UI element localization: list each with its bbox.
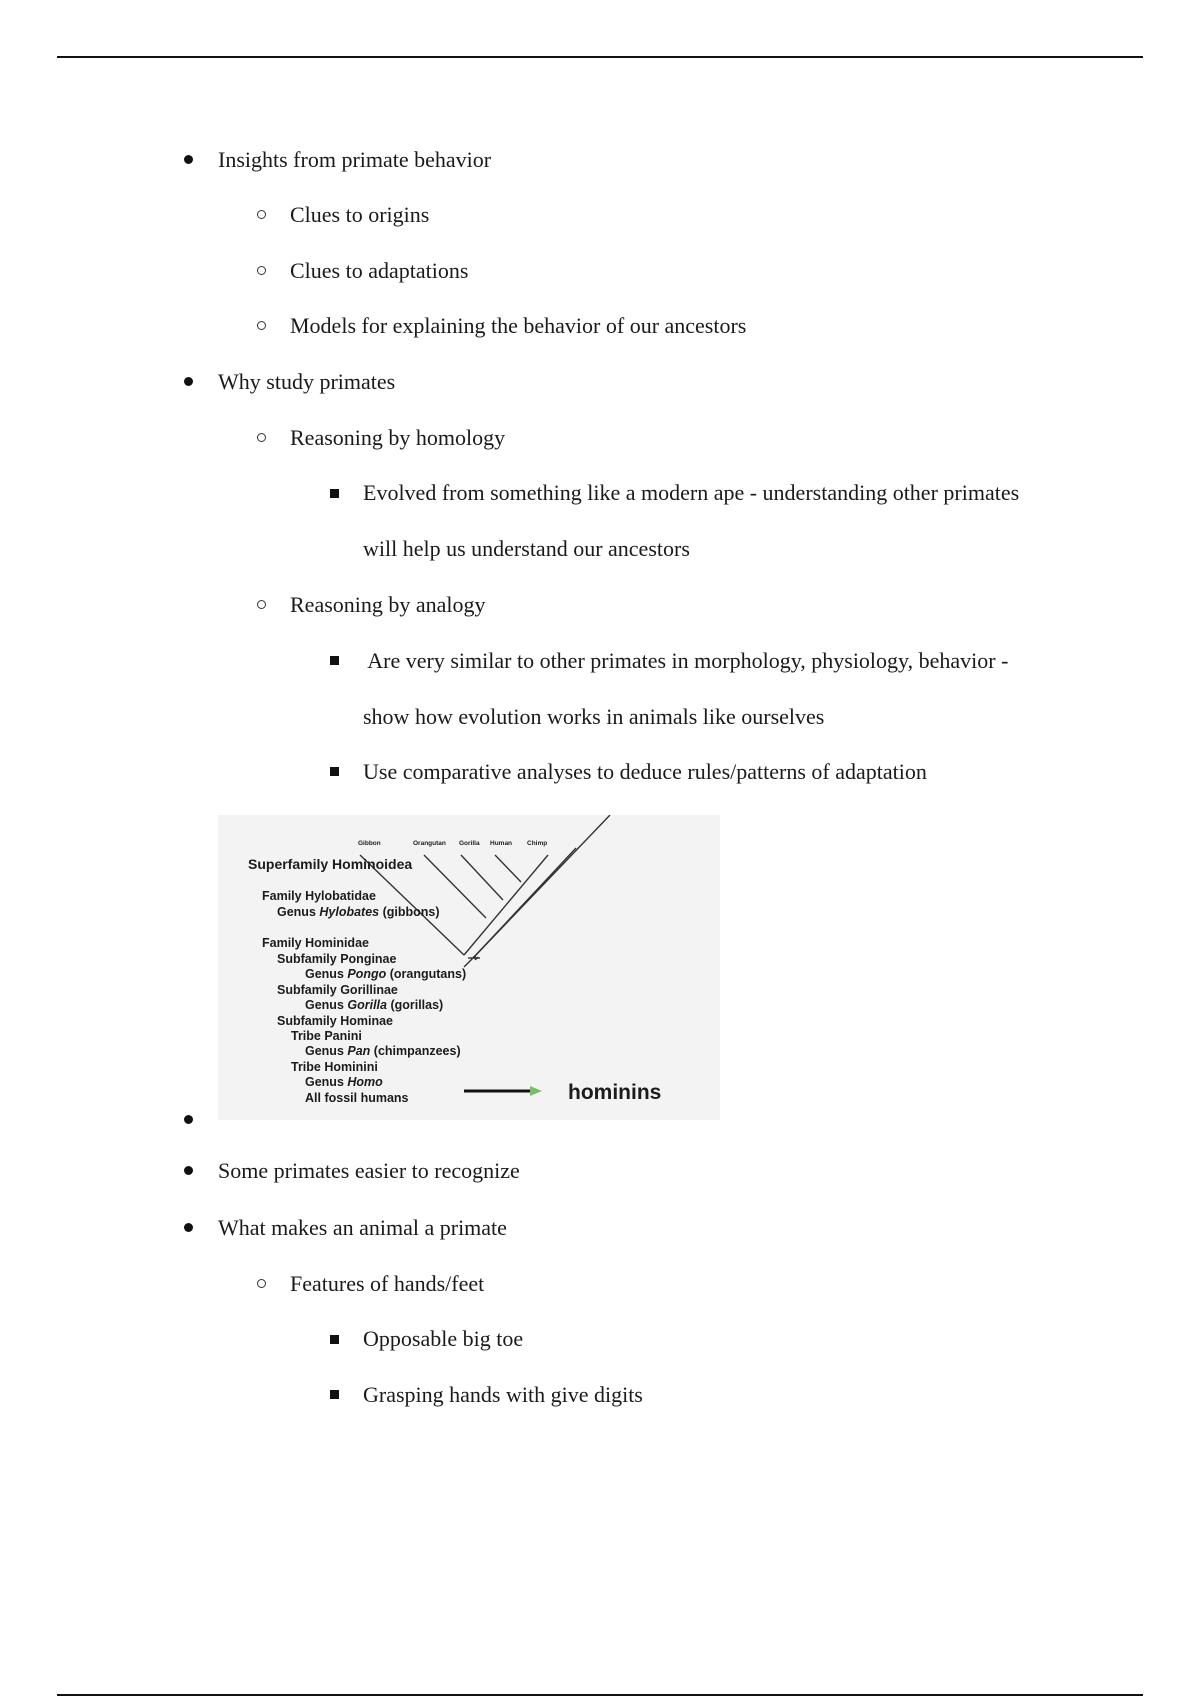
taxon-genus-gorilla: Genus Gorilla (gorillas) (305, 998, 444, 1012)
outline-detail: Are very similar to other primates in morphology, physiology, behavior - (363, 648, 1009, 673)
tree-label-gorilla: Gorilla (459, 840, 480, 847)
taxon-tribe-panini: Tribe Panini (291, 1029, 362, 1043)
taxon-subfamily-gorillinae: Subfamily Gorillinae (277, 983, 398, 997)
taxon-genus-pongo: Genus Pongo (orangutans) (305, 967, 467, 981)
square-bullet-icon (330, 489, 339, 498)
taxon-superfamily: Superfamily Hominoidea (248, 856, 413, 872)
bullet-icon (184, 1166, 193, 1175)
arrow-icon (530, 1086, 542, 1096)
outline-subitem-homology: Reasoning by homology (290, 425, 506, 450)
bullet-icon (184, 377, 193, 386)
tree-label-human: Human (490, 840, 513, 847)
taxon-genus-hylobates: Genus Hylobates (gibbons) (277, 905, 440, 919)
outline-item-insights: Insights from primate behavior (218, 147, 492, 172)
taxon-subfamily-ponginae: Subfamily Ponginae (277, 952, 397, 966)
hominoidea-taxonomy-figure (218, 815, 720, 1120)
taxon-genus-pan: Genus Pan (chimpanzees) (305, 1044, 461, 1058)
outline-item-recognize: Some primates easier to recognize (218, 1158, 520, 1183)
taxon-subfamily-homininae: Subfamily Hominae (277, 1014, 393, 1028)
outline-detail: Evolved from something like a modern ape - understanding other primates (363, 480, 1020, 505)
cladogram-branch-gorilla (461, 855, 503, 900)
square-bullet-icon (330, 1390, 339, 1399)
outline-detail: Use comparative analyses to deduce rules/patterns of adaptation (363, 759, 927, 784)
circle-bullet-icon (257, 210, 266, 219)
bullet-icon (184, 155, 193, 164)
outline-item-what-makes: What makes an animal a primate (218, 1215, 507, 1240)
circle-bullet-icon (257, 321, 266, 330)
outline-subitem: Models for explaining the behavior of our ancestors (290, 313, 747, 338)
circle-bullet-icon (257, 433, 266, 442)
circle-bullet-icon (257, 1279, 266, 1288)
outline-subitem-analogy: Reasoning by analogy (290, 592, 486, 617)
header-rule (57, 56, 1143, 58)
square-bullet-icon (330, 767, 339, 776)
footer-rule (57, 1694, 1143, 1696)
taxon-family-hominidae: Family Hominidae (262, 936, 369, 950)
outline-item-why-study: Why study primates (218, 369, 396, 394)
square-bullet-icon (330, 656, 339, 665)
outline-detail-continued: will help us understand our ancestors (363, 536, 690, 561)
bullet-icon (184, 1223, 193, 1232)
tree-label-chimp: Chimp (527, 840, 548, 847)
taxon-fossil-humans: All fossil humans (305, 1091, 409, 1105)
tree-label-gibbon: Gibbon (358, 840, 381, 847)
cladogram-branch-human (495, 855, 521, 882)
circle-bullet-icon (257, 600, 266, 609)
taxon-genus-homo: Genus Homo (305, 1075, 383, 1089)
taxon-family-hylobatidae: Family Hylobatidae (262, 889, 376, 903)
taxon-tribe-hominini: Tribe Hominini (291, 1060, 378, 1074)
outline-detail: Grasping hands with give digits (363, 1382, 643, 1407)
cladogram-branch-chimp (464, 855, 548, 955)
bullet-icon (184, 1115, 193, 1124)
hominins-label: hominins (568, 1081, 662, 1104)
outline-subitem-features: Features of hands/feet (290, 1271, 485, 1296)
square-bullet-icon (330, 1335, 339, 1344)
tree-label-orangutan: Orangutan (413, 840, 446, 847)
circle-bullet-icon (257, 266, 266, 275)
outline-subitem: Clues to origins (290, 202, 430, 227)
outline-detail-continued: show how evolution works in animals like ourselves (363, 704, 825, 729)
outline-detail: Opposable big toe (363, 1326, 524, 1351)
outline-subitem: Clues to adaptations (290, 258, 469, 283)
